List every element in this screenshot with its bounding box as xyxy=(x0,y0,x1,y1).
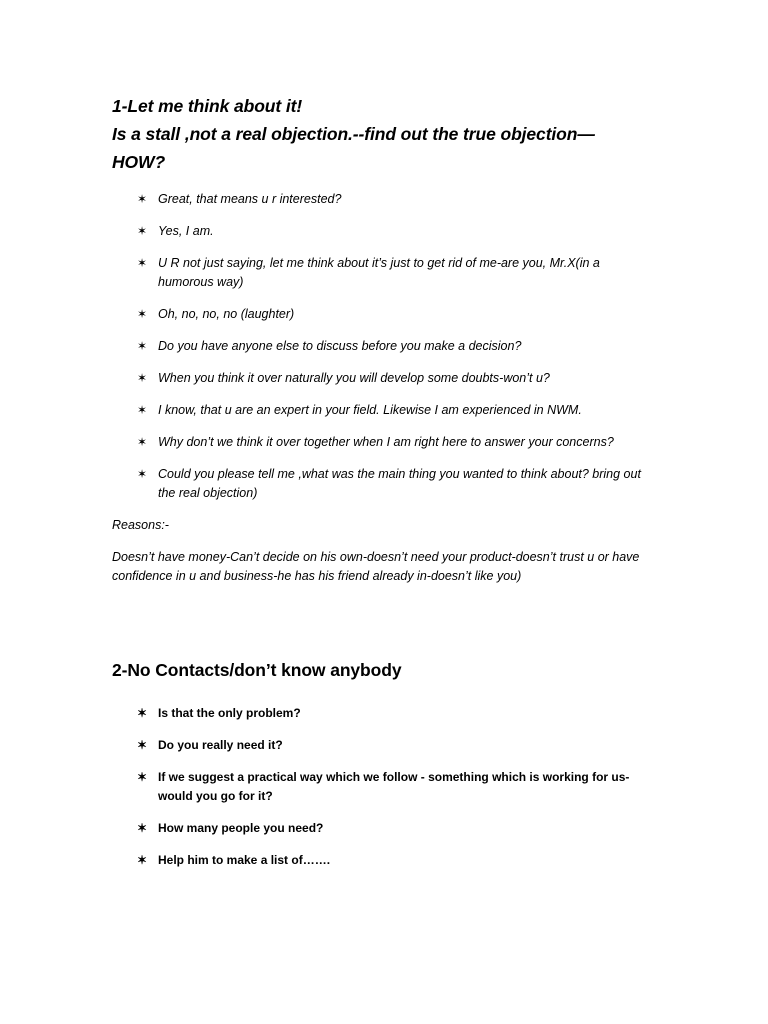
list-item xyxy=(112,190,658,210)
list-item-text: Is that the only problem? xyxy=(158,706,301,720)
star-bullet-icon: ✶ xyxy=(136,255,148,270)
list-item-text: If we suggest a practical way which we follow - something which is working for us-would you go for it? xyxy=(158,769,630,804)
list-item xyxy=(112,337,658,357)
star-bullet-icon: ✶ xyxy=(136,853,148,868)
section-2-heading: 2-No Contacts/don’t know anybody xyxy=(112,660,402,680)
list-item-text: How many people you need? xyxy=(158,821,324,836)
reasons-label: Reasons:- xyxy=(112,518,169,533)
star-bullet-icon: ✶ xyxy=(136,223,148,238)
list-item xyxy=(112,369,658,389)
reasons-text: Doesn’t have money-Can’t decide on his own-doesn’t need your product-doesn’t trust u or have confidence in u and business-he has his friend already in-doesn’t like you) xyxy=(112,549,640,584)
list-item-text: When you think it over naturally you will develop some doubts-won’t u? xyxy=(158,370,550,385)
list-item-text: Oh, no, no, no (laughter) xyxy=(158,307,295,322)
section-2-bullet-list xyxy=(112,704,672,871)
star-bullet-icon: ✶ xyxy=(136,737,148,752)
list-item-text: Do you really need it? xyxy=(158,737,283,752)
section-1-bullet-list xyxy=(112,190,672,504)
list-item xyxy=(112,254,658,293)
section-1-heading-line-3: HOW? xyxy=(112,152,166,172)
list-item-text: Yes, I am. xyxy=(158,223,214,238)
section-1-heading-line-1: 1-Let me think about it! xyxy=(112,96,303,116)
list-item-text: U R not just saying, let me think about it’s just to get rid of me-are you, Mr.X(in a humorous way) xyxy=(158,255,600,290)
list-item-text: Do you have anyone else to discuss before you make a decision? xyxy=(158,339,522,354)
list-item xyxy=(112,851,658,871)
section-let-me-think xyxy=(112,92,672,587)
list-item xyxy=(112,704,658,724)
list-item xyxy=(112,433,658,453)
list-item-text: Great, that means u r interested? xyxy=(158,192,342,206)
list-item xyxy=(112,736,658,756)
star-bullet-icon: ✶ xyxy=(136,370,148,385)
section-no-contacts xyxy=(112,656,672,883)
star-bullet-icon: ✶ xyxy=(136,307,148,322)
list-item xyxy=(112,222,658,242)
star-bullet-icon: ✶ xyxy=(136,769,148,784)
list-item xyxy=(112,465,658,504)
list-item xyxy=(112,401,658,421)
list-item xyxy=(112,305,658,325)
list-item xyxy=(112,819,658,839)
list-item-text: Help him to make a list of……. xyxy=(158,853,331,868)
star-bullet-icon: ✶ xyxy=(136,706,148,720)
list-item-text: Why don’t we think it over together when I am right here to answer your concerns? xyxy=(158,434,614,449)
star-bullet-icon: ✶ xyxy=(136,402,148,417)
section-1-heading xyxy=(112,92,672,176)
star-bullet-icon: ✶ xyxy=(136,821,148,836)
star-bullet-icon: ✶ xyxy=(136,434,148,449)
list-item-text: I know, that u are an expert in your field. Likewise I am experienced in NWM. xyxy=(158,402,582,417)
list-item-text: Could you please tell me ,what was the main thing you wanted to think about? bring out the real objection) xyxy=(158,466,641,501)
list-item xyxy=(112,768,658,807)
section-1-heading-line-2: Is a stall ,not a real objection.--find out the true objection— xyxy=(112,124,595,144)
star-bullet-icon: ✶ xyxy=(136,466,148,481)
star-bullet-icon: ✶ xyxy=(136,339,148,354)
star-bullet-icon: ✶ xyxy=(136,192,148,206)
